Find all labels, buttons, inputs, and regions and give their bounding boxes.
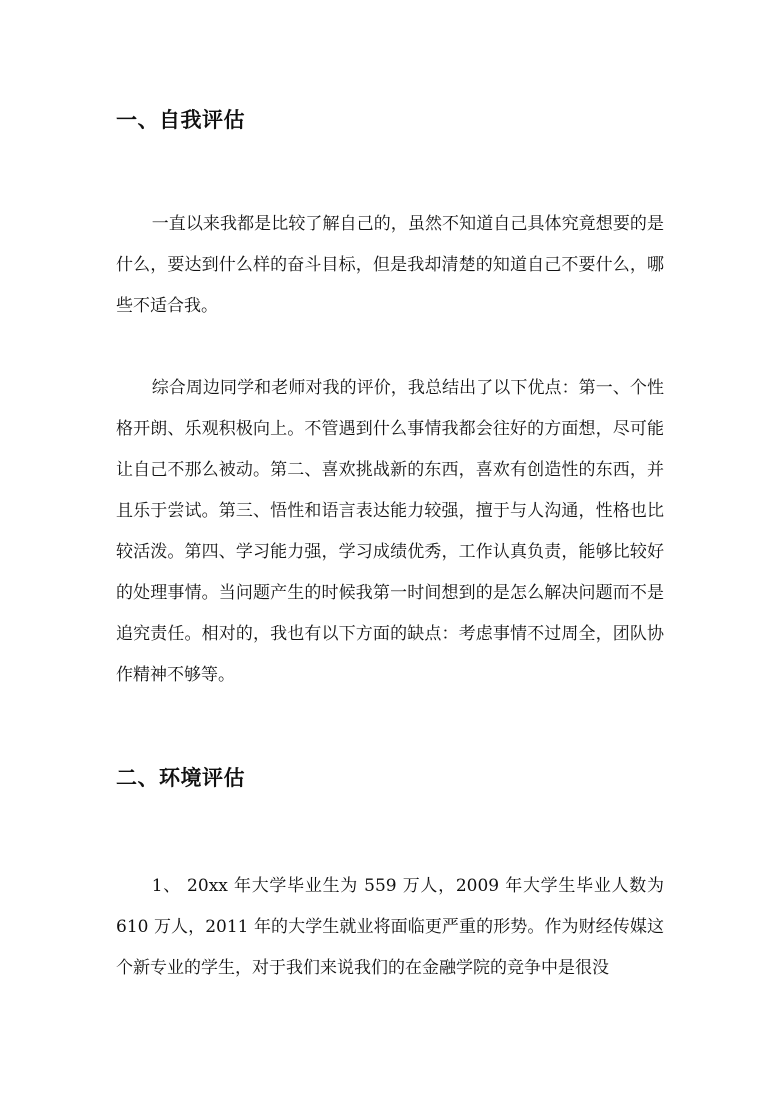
paragraph-self-understanding: 一直以来我都是比较了解自己的，虽然不知道自己具体究竟想要的是什么，要达到什么样的奋斗目标，但是我却清楚的知道自己不要什么，哪些不适合我。 [116,214,664,316]
section-heading-self-assessment: 一、自我评估 [116,108,245,132]
section-heading-environment-assessment: 二、环境评估 [116,766,245,790]
paragraph-employment-situation: 1、 20xx 年大学毕业生为 559 万人，2009 年大学生毕业人数为 610 万人，2011 年的大学生就业将面临更严重的形势。作为财经传媒这个新专业的学生，对于我们来说我们的在金融学院的竞争中是很没 [116,876,664,978]
paragraph-strengths-weaknesses: 综合周边同学和老师对我的评价，我总结出了以下优点：第一、个性格开朗、乐观积极向上。不管遇到什么事情我都会往好的方面想，尽可能让自己不那么被动。第二、喜欢挑战新的东西，喜欢有创造性的东西，并且乐于尝试。第三、悟性和语言表达能力较强，擅于与人沟通，性格也比较活泼。第四、学习能力强，学习成绩优秀，工作认真负责，能够比较好的处理事情。当问题产生的时候我第一时间想到的是怎么解决问题而不是追究责任。相对的，我也有以下方面的缺点：考虑事情不过周全，团队协作精神不够等。 [116,378,664,685]
